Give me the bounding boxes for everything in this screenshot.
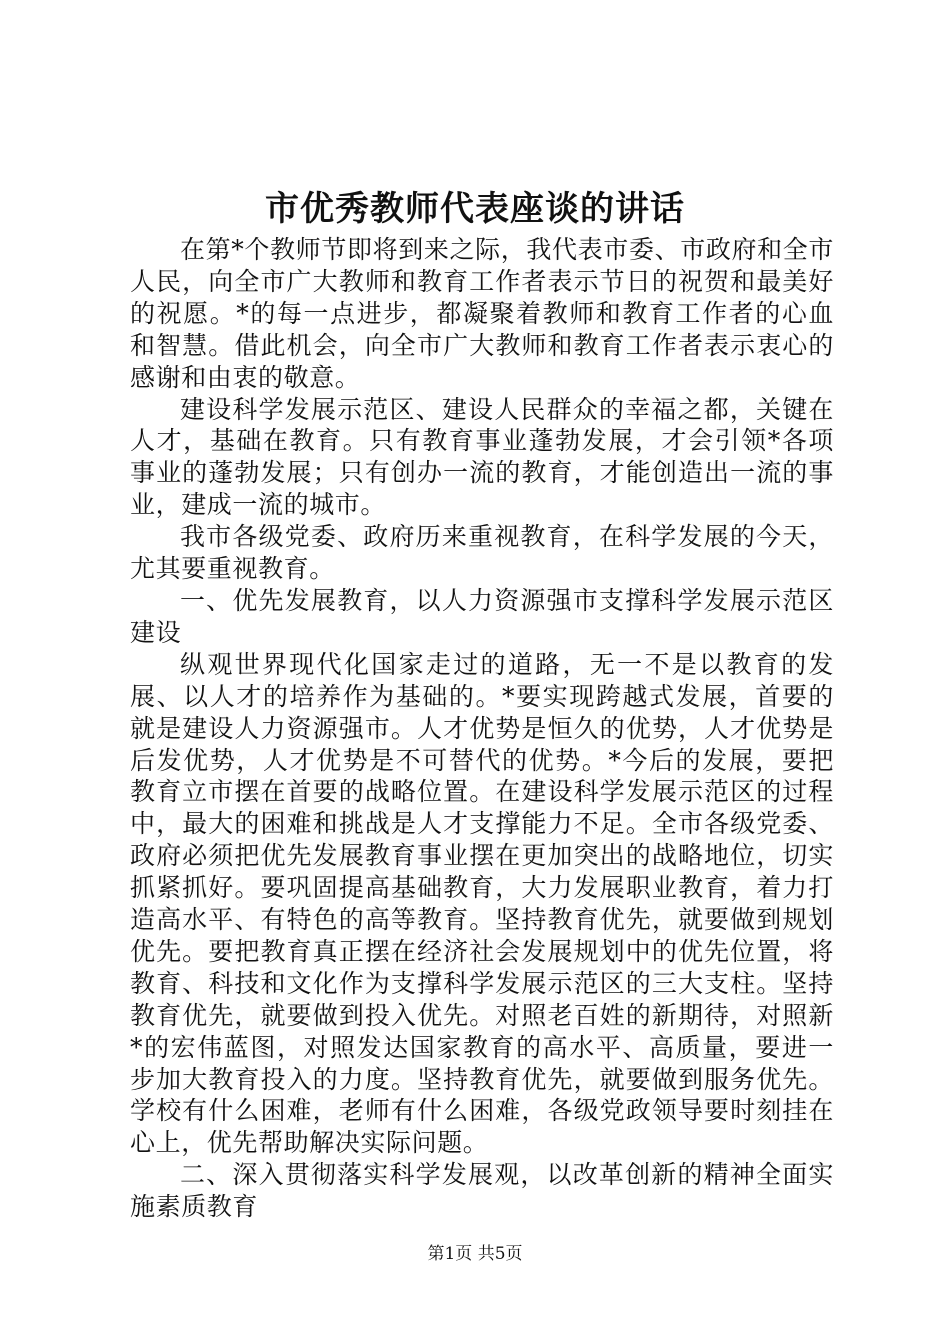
document-body: [130, 234, 834, 1223]
document-title: 市优秀教师代表座谈的讲话: [265, 189, 685, 229]
section-heading-2: 二、深入贯彻落实科学发展观，以改革创新的精神全面实施素质教育: [130, 1160, 834, 1222]
paragraph-talent-foundation: 建设科学发展示范区、建设人民群众的幸福之都，关键在人才，基础在教育。只有教育事业蓬勃发展，才会引领*各项事业的蓬勃发展；只有创办一流的教育，才能创造出一流的事业，建成一流的城市。: [130, 394, 834, 520]
paragraph-education-priority: 纵观世界现代化国家走过的道路，无一不是以教育的发展、以人才的培养作为基础的。*要实现跨越式发展，首要的就是建设人力资源强市。人才优势是恒久的优势，人才优势是后发优势，人才优势是不可替代的优势。*今后的发展，要把教育立市摆在首要的战略位置。在建设科学发展示范区的过程中，最大的困难和挑战是人才支撑能力不足。全市各级党委、政府必须把优先发展教育事业摆在更加突出的战略地位，切实抓紧抓好。要巩固提高基础教育，大力发展职业教育，着力打造高水平、有特色的高等教育。坚持教育优先，就要做到规划优先。要把教育真正摆在经济社会发展规划中的优先位置，将教育、科技和文化作为支撑科学发展示范区的三大支柱。坚持教育优先，就要做到投入优先。对照老百姓的新期待，对照新*的宏伟蓝图，对照发达国家教育的高水平、高质量，要进一步加大教育投入的力度。坚持教育优先，就要做到服务优先。学校有什么困难，老师有什么困难，各级党政领导要时刻挂在心上，优先帮助解决实际问题。: [130, 649, 834, 1158]
section-heading-1: 一、优先发展教育，以人力资源强市支撑科学发展示范区建设: [130, 585, 834, 647]
paragraph-party-emphasis: 我市各级党委、政府历来重视教育，在科学发展的今天，尤其要重视教育。: [130, 522, 834, 584]
page-number-footer: 第1页 共5页: [427, 1244, 523, 1264]
paragraph-greeting: 在第*个教师节即将到来之际，我代表市委、市政府和全市人民，向全市广大教师和教育工作者表示节日的祝贺和最美好的祝愿。*的每一点进步，都凝聚着教师和教育工作者的心血和智慧。借此机会，向全市广大教师和教育工作者表示衷心的感谢和由衷的敬意。: [130, 235, 834, 392]
